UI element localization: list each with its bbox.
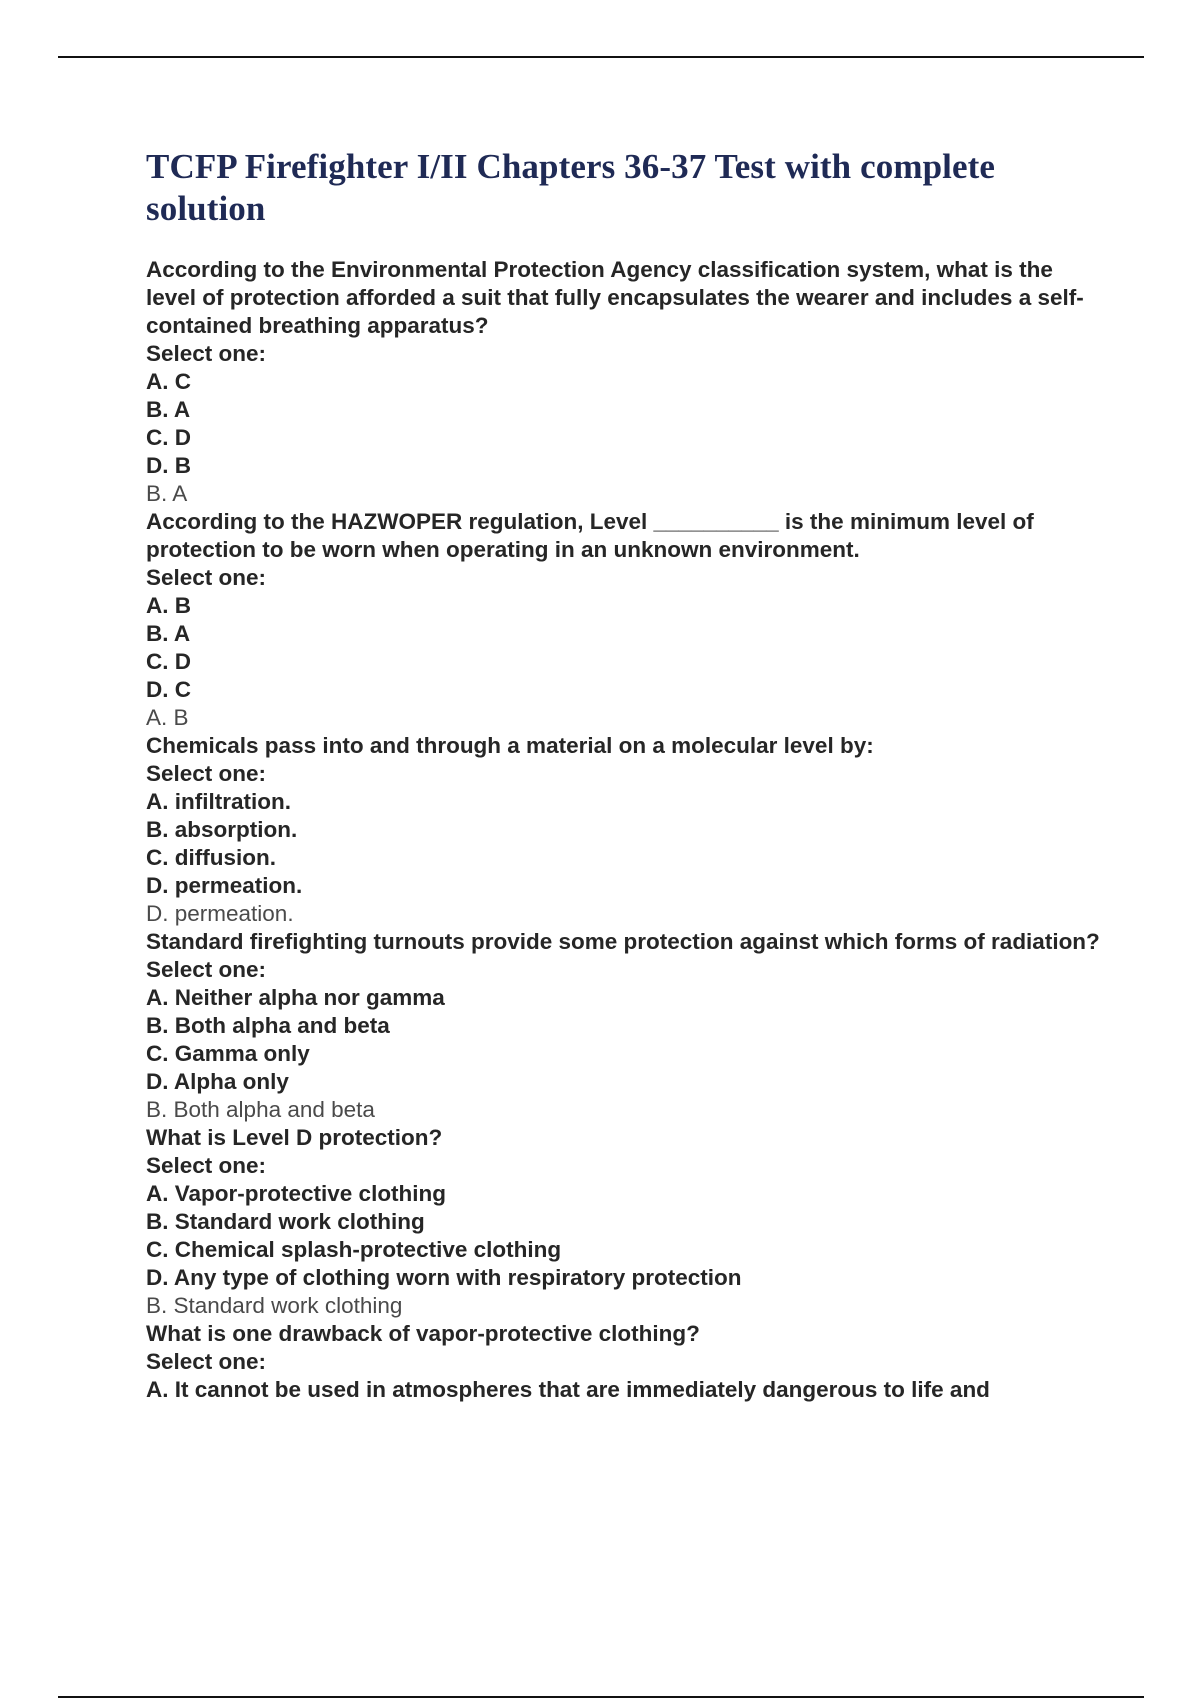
- question-text: According to the HAZWOPER regulation, Level __________ is the minimum level of protection to be worn when operating in an unknown environment.: [146, 509, 1034, 562]
- correct-answer: A. B: [146, 705, 189, 730]
- question-block: [146, 508, 1106, 732]
- option: B. Standard work clothing: [146, 1209, 425, 1234]
- question-text: What is one drawback of vapor-protective clothing?: [146, 1321, 700, 1346]
- question-text: According to the Environmental Protection Agency classification system, what is the level of protection afforded a suit that fully encapsulates the wearer and includes a self-contained breathing apparatus?: [146, 257, 1084, 338]
- select-prompt: Select one:: [146, 565, 267, 590]
- select-prompt: Select one:: [146, 1349, 267, 1374]
- correct-answer: B. Standard work clothing: [146, 1293, 403, 1318]
- option: B. A: [146, 621, 191, 646]
- document-body: [146, 146, 1106, 1404]
- question-block: [146, 1124, 1106, 1320]
- select-prompt: Select one:: [146, 1153, 267, 1178]
- question-text: What is Level D protection?: [146, 1125, 443, 1150]
- question-text: Standard firefighting turnouts provide some protection against which forms of radiation?: [146, 929, 1100, 954]
- question-block: [146, 732, 1106, 928]
- option: C. diffusion.: [146, 845, 276, 870]
- correct-answer: B. Both alpha and beta: [146, 1097, 375, 1122]
- select-prompt: Select one:: [146, 957, 267, 982]
- option: D. Any type of clothing worn with respiratory protection: [146, 1265, 742, 1290]
- option: C. D: [146, 649, 191, 674]
- select-prompt: Select one:: [146, 761, 267, 786]
- option: C. Chemical splash-protective clothing: [146, 1237, 562, 1262]
- top-divider: [58, 56, 1144, 58]
- document-title: TCFP Firefighter I/II Chapters 36-37 Test with complete solution: [146, 147, 996, 228]
- question-text: Chemicals pass into and through a material on a molecular level by:: [146, 733, 874, 758]
- question-block: [146, 1320, 1106, 1404]
- correct-answer: D. permeation.: [146, 901, 294, 926]
- select-prompt: Select one:: [146, 341, 267, 366]
- question-block: [146, 256, 1106, 508]
- bottom-divider: [58, 1696, 1144, 1698]
- option: A. Neither alpha nor gamma: [146, 985, 445, 1010]
- option: C. D: [146, 425, 191, 450]
- option: D. B: [146, 453, 191, 478]
- option: B. A: [146, 397, 191, 422]
- option: A. C: [146, 369, 191, 394]
- option: D. C: [146, 677, 191, 702]
- option: D. permeation.: [146, 873, 303, 898]
- question-block: [146, 928, 1106, 1124]
- option: C. Gamma only: [146, 1041, 310, 1066]
- option: B. absorption.: [146, 817, 298, 842]
- correct-answer: B. A: [146, 481, 188, 506]
- option: B. Both alpha and beta: [146, 1013, 390, 1038]
- option: A. Vapor-protective clothing: [146, 1181, 447, 1206]
- option: A. It cannot be used in atmospheres that are immediately dangerous to life and: [146, 1377, 990, 1402]
- option: A. infiltration.: [146, 789, 291, 814]
- option: A. B: [146, 593, 191, 618]
- option: D. Alpha only: [146, 1069, 289, 1094]
